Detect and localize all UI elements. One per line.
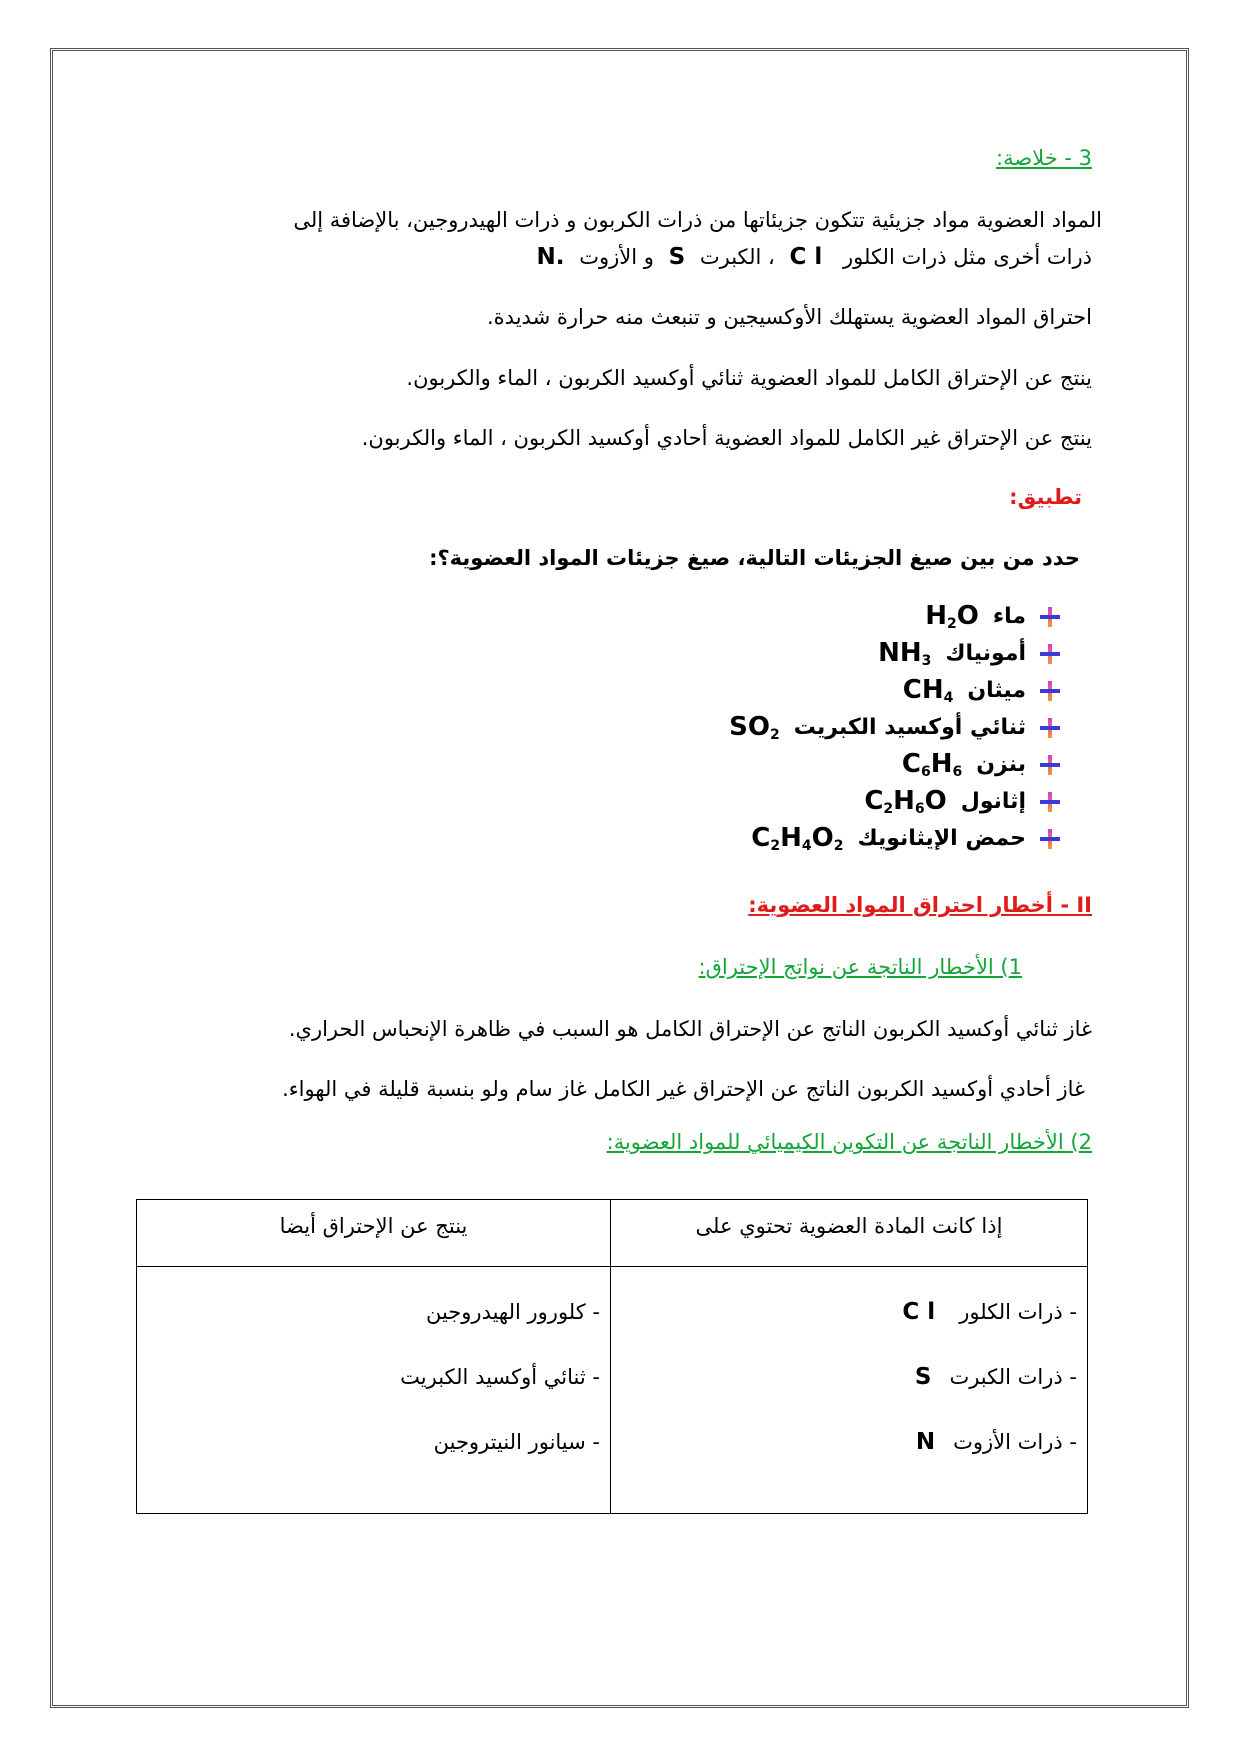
section2-title: - أخطار احتراق المواد العضوية: bbox=[748, 893, 1077, 917]
molecule-name: أمونياك bbox=[945, 641, 1026, 666]
molecule-name: حمض الإيثانويك bbox=[857, 826, 1026, 851]
plus-bullet-icon bbox=[1040, 607, 1060, 627]
list-item bbox=[723, 635, 1060, 672]
list-item bbox=[723, 709, 1060, 746]
molecule-name: بنزن bbox=[976, 752, 1026, 777]
contains-nitrogen: - ذرات الأزوت bbox=[953, 1429, 1077, 1454]
summary-line-1: المواد العضوية مواد جزيئية تتكون جزيئاتها من ذرات الكربون و ذرات الهيدروجين، بالإضافة إلى bbox=[293, 208, 1102, 232]
molecule-formula: $H_2O$ bbox=[925, 601, 979, 632]
molecule-formula: $CH_4$ bbox=[902, 675, 954, 706]
combustion-text: احتراق المواد العضوية يستهلك الأوكسيجين و تنبعث منه حرارة شديدة. bbox=[487, 305, 1092, 329]
plus-bullet-icon bbox=[1040, 829, 1060, 849]
produces-column bbox=[137, 1267, 611, 1514]
table-header-contains bbox=[611, 1200, 1088, 1267]
plus-bullet-icon bbox=[1040, 792, 1060, 812]
molecule-formula: $C_2H_6O$ bbox=[864, 786, 947, 817]
molecule-formula: $C_6H_6$ bbox=[901, 749, 963, 780]
plus-bullet-icon bbox=[1040, 755, 1060, 775]
symbol-sulfur: S bbox=[668, 244, 686, 270]
section2-number: II bbox=[1076, 893, 1092, 917]
produces-hydrogen-cyanide: - سيانور النيتروجين bbox=[433, 1429, 600, 1454]
molecule-formula: $C_2H_4O_2$ bbox=[751, 823, 844, 854]
application-question: حدد من بين صيغ الجزيئات التالية، صيغ جزيئات المواد العضوية؟: bbox=[429, 546, 1080, 570]
co2-paragraph: غاز ثنائي أوكسيد الكربون الناتج عن الإحتراق الكامل هو السبب في ظاهرة الإنحباس الحراري. bbox=[288, 1017, 1092, 1041]
application-title: تطبيق: bbox=[1009, 485, 1082, 509]
contains-sulfur-symbol: S bbox=[914, 1363, 932, 1390]
incomplete-combustion-text: ينتج عن الإحتراق غير الكامل للمواد العضوية أحادي أوكسيد الكربون ، الماء والكربون. bbox=[361, 426, 1092, 450]
list-item bbox=[723, 783, 1060, 820]
molecule-name: ميثان bbox=[967, 678, 1026, 703]
list-item bbox=[723, 746, 1060, 783]
plus-bullet-icon bbox=[1040, 644, 1060, 664]
table-row bbox=[611, 1279, 1087, 1344]
plus-bullet-icon bbox=[1040, 681, 1060, 701]
list-item bbox=[723, 598, 1060, 635]
contains-column bbox=[611, 1267, 1088, 1514]
molecule-name: ثنائي أوكسيد الكبريت bbox=[793, 715, 1026, 740]
plus-bullet-icon bbox=[1040, 718, 1060, 738]
symbol-chlorine: C l bbox=[789, 244, 823, 270]
contains-nitrogen-symbol: N bbox=[915, 1428, 936, 1455]
molecule-formula: $NH_3$ bbox=[878, 638, 932, 669]
contains-chlorine-symbol: C l bbox=[902, 1298, 936, 1325]
co-paragraph: غاز أحادي أوكسيد الكربون الناتج عن الإحتراق غير الكامل غاز سام ولو بنسبة قليلة في الهواء. bbox=[282, 1077, 1085, 1101]
contains-chlorine: - ذرات الكلور bbox=[959, 1299, 1077, 1324]
produces-sulfur-dioxide: - ثنائي أوكسيد الكبريت bbox=[400, 1364, 600, 1389]
molecule-formula: $SO_2$ bbox=[729, 712, 780, 743]
table-header-produces bbox=[137, 1200, 611, 1267]
table-row bbox=[611, 1409, 1087, 1474]
list-item bbox=[723, 820, 1060, 857]
contains-sulfur: - ذرات الكبرت bbox=[949, 1364, 1077, 1389]
header-produces-text: ينتج عن الإحتراق أيضا bbox=[279, 1214, 468, 1238]
summary-text-b: ، الكبرت bbox=[699, 245, 775, 269]
summary-text-a: ذرات أخرى مثل ذرات الكلور bbox=[843, 245, 1092, 269]
section3-title: 3 - خلاصة: bbox=[996, 146, 1092, 170]
symbol-nitrogen: N. bbox=[536, 244, 565, 270]
produces-hydrogen-chloride: - كلورور الهيدروجين bbox=[425, 1299, 600, 1324]
chemical-composition-table bbox=[136, 1199, 1088, 1514]
header-contains-text: إذا كانت المادة العضوية تحتوي على bbox=[695, 1214, 1003, 1238]
molecule-list bbox=[723, 598, 1060, 857]
table-row bbox=[611, 1344, 1087, 1409]
subsection-1-title: 1) الأخطار الناتجة عن نواتج الإحتراق: bbox=[698, 955, 1022, 979]
molecule-name: ماء bbox=[992, 604, 1026, 629]
section2-heading bbox=[748, 893, 1092, 917]
complete-combustion-text: ينتج عن الإحتراق الكامل للمواد العضوية ثنائي أوكسيد الكربون ، الماء والكربون. bbox=[406, 366, 1092, 390]
summary-text-c: و الأزوت bbox=[579, 245, 654, 269]
molecule-name: إثانول bbox=[960, 789, 1026, 814]
subsection-2-title: 2) الأخطار الناتجة عن التكوين الكيميائي للمواد العضوية: bbox=[606, 1130, 1092, 1154]
list-item bbox=[723, 672, 1060, 709]
summary-line-2 bbox=[529, 244, 1092, 270]
